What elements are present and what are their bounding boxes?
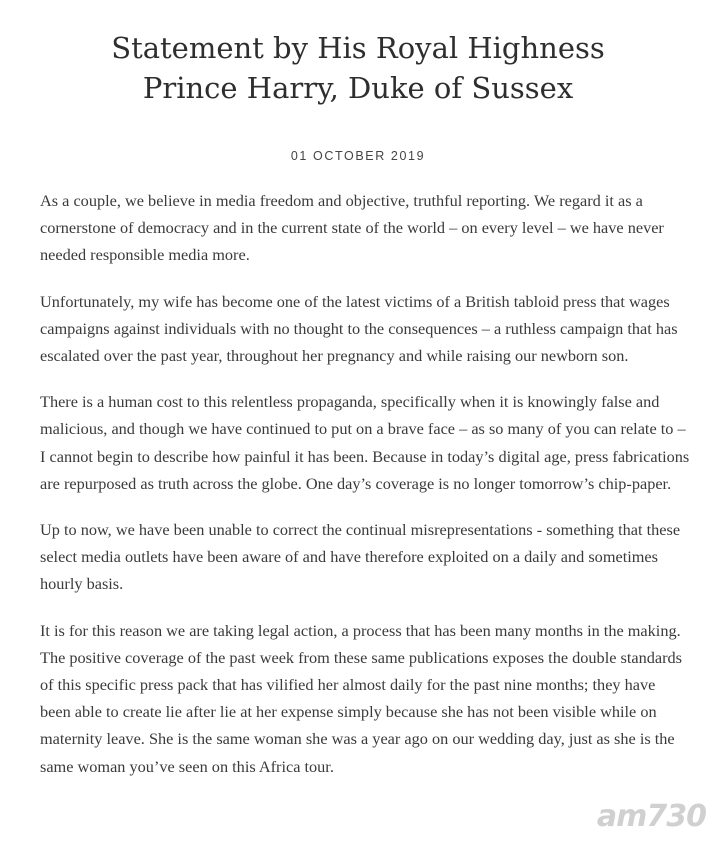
statement-body: [40, 187, 690, 799]
paragraph-5: It is for this reason we are taking legal action, a process that has been many months in the making. The positive coverage of the past week from these same publications exposes the double standards of this specific press pack that has vilified her almost daily for the past nine months; they have been able to create lie after lie at her expense simply because she has not been visible while on maternity leave. She is the same woman she was a year ago on our wedding day, just as she is the same woman you’ve seen on this Africa tour.: [40, 620, 683, 776]
statement-date: 01 OCTOBER 2019: [290, 149, 426, 163]
title-line-2: Prince Harry, Duke of Sussex: [142, 71, 574, 105]
paragraph-3: There is a human cost to this relentless propaganda, specifically when it is knowingly false and malicious, and though we have continued to put on a brave face – as so many of you can relate to – I cannot begin to describe how painful it has been. Because in today’s digital age, press fabrications are repurposed as truth across the globe. One day’s coverage is no longer tomorrow’s chip-paper.: [40, 392, 690, 493]
watermark-logo: am730: [596, 799, 706, 834]
page-title: [0, 28, 716, 108]
title-line-1: Statement by His Royal Highness: [111, 31, 605, 65]
paragraph-4: Up to now, we have been unable to correct the continual misrepresentations - something that these select media outlets have been aware of and have therefore exploited on a daily and sometimes hourly basis.: [40, 520, 681, 594]
paragraph-1: As a couple, we believe in media freedom and objective, truthful reporting. We regard it as a cornerstone of democracy and in the current state of the world – on every level – we have never needed responsible media more.: [40, 191, 664, 265]
paragraph-2: Unfortunately, my wife has become one of the latest victims of a British tabloid press that wages campaigns against individuals with no thought to the consequences – a ruthless campaign that has escalated over the past year, throughout her pregnancy and while raising our newborn son.: [40, 291, 678, 366]
